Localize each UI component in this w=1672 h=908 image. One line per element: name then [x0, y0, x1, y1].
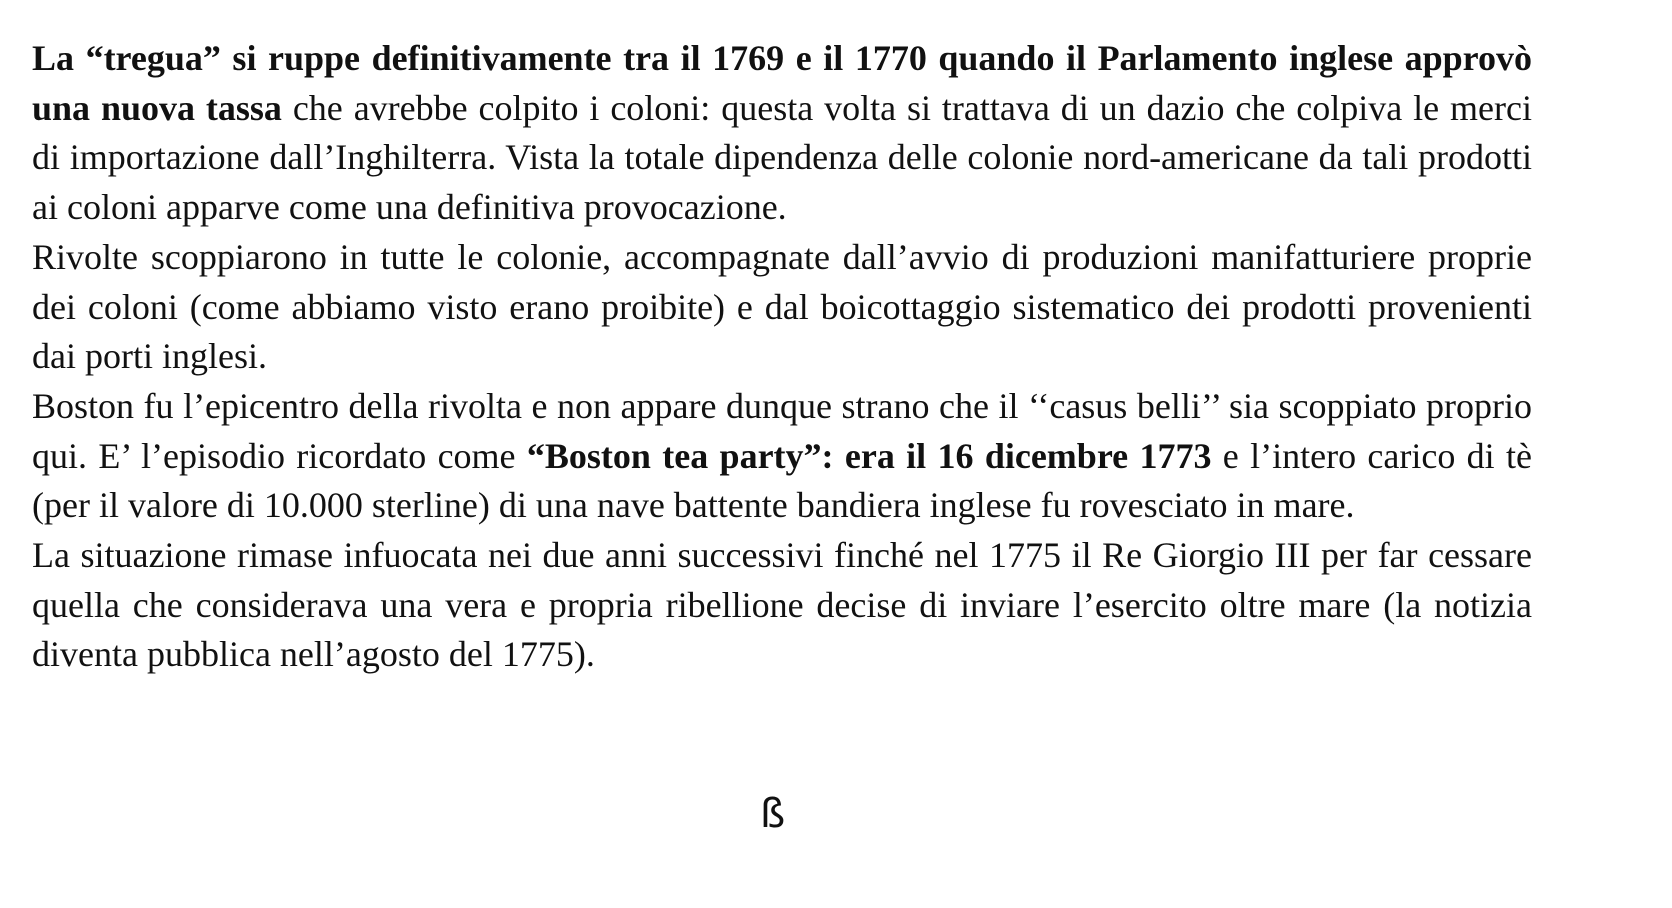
- text-span: Rivolte scoppiarono in tutte le colonie, accompagnate dall’avvio di produzioni manifatturiere proprie dei coloni (come abbiamo visto erano proibite) e dal boicottaggio sistematico dei prodotti provenienti dai porti inglesi.: [32, 236, 1532, 377]
- bold-span: La “tregua” si ruppe definitivamente tra il 1769 e il 1770 quando il Parlamento inglese approvò una nuova tassa: [32, 38, 1532, 128]
- page-mark: ß: [760, 791, 786, 837]
- paragraph-boston: [32, 382, 1532, 531]
- text-span: Boston fu l’epicentro della rivolta e non appare dunque strano che il ‘‘casus belli’’ sia scoppiato proprio qui. E’ l’episodio ricordato come: [32, 385, 1532, 476]
- paragraph-rivolte: [32, 233, 1532, 382]
- paragraph-tregua: [32, 34, 1532, 233]
- text-span: e l’intero carico di tè (per il valore di 10.000 sterline) di una nave battente bandiera inglese fu rovesciato in mare.: [32, 435, 1532, 526]
- text-span: che avrebbe colpito i coloni: questa volta si trattava di un dazio che colpiva le merci di importazione dall’Inghilterra. Vista la totale dipendenza delle colonie nord-americane da tali prodotti ai coloni apparve come una definitiva provocazione.: [32, 87, 1533, 228]
- paragraph-situazione: [32, 531, 1532, 680]
- document-body: [32, 34, 1532, 680]
- text-span: La situazione rimase infuocata nei due anni successivi finché nel 1775 il Re Giorgio III per far cessare quella che considerava una vera e propria ribellione decise di inviare l’esercito oltre mare (la notizia diventa pubblica nell’agosto del 1775).: [32, 535, 1532, 675]
- bold-span: “Boston tea party”: era il 16 dicembre 1773: [526, 435, 1212, 476]
